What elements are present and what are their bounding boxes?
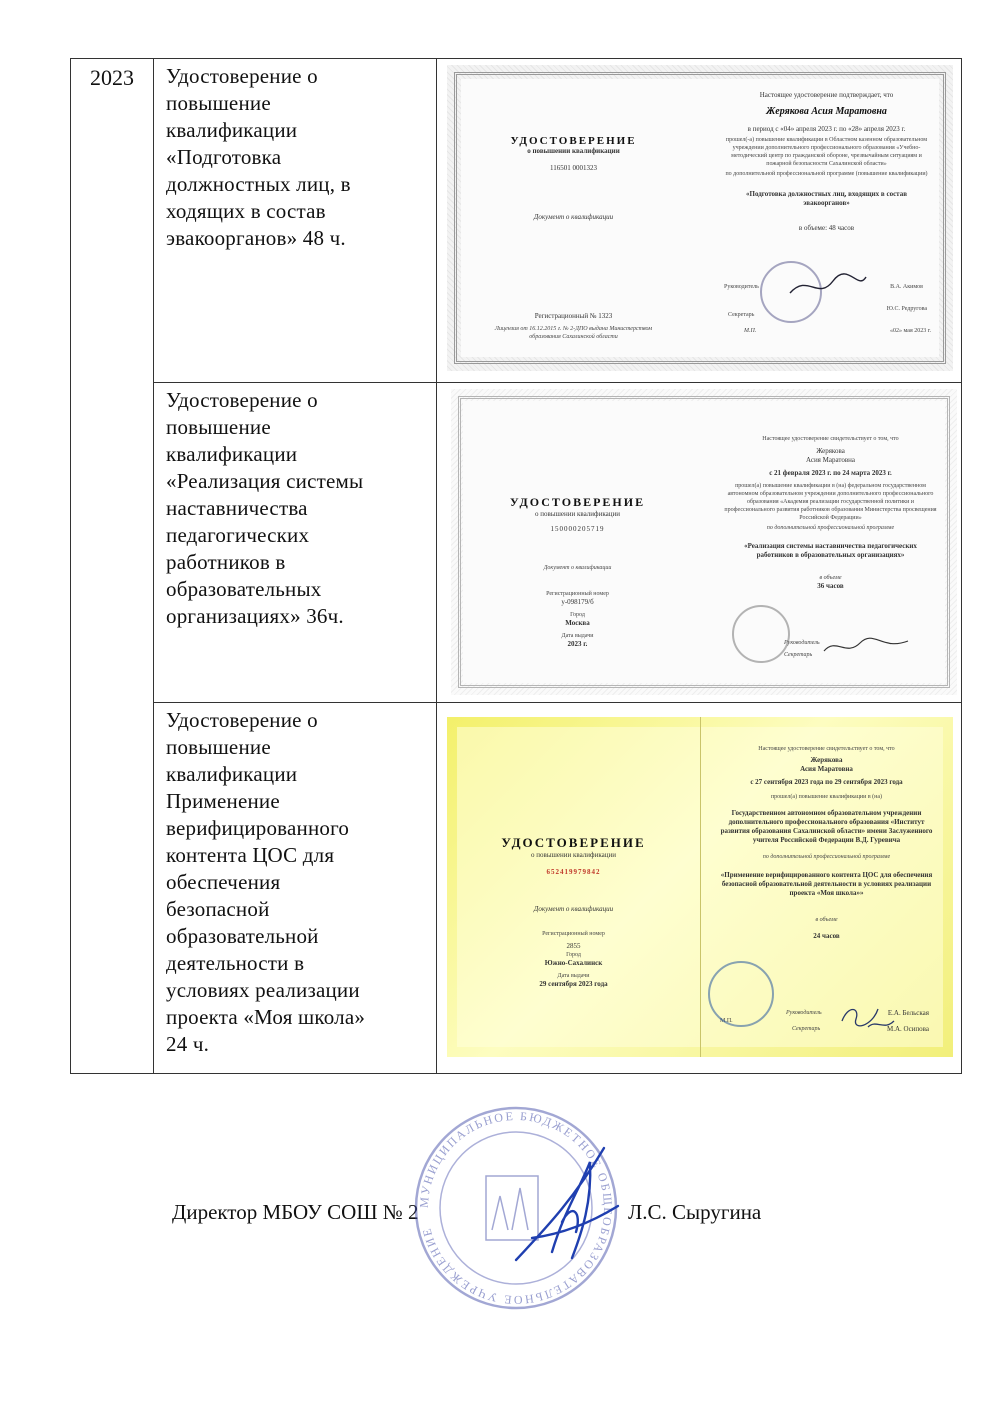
- certificate-volume: в объеме: 48 часов: [798, 224, 855, 232]
- description-line: организациях» 36ч.: [166, 604, 344, 628]
- description-line: Применение: [166, 789, 280, 813]
- certificate-left-page: [447, 65, 700, 371]
- certificate-reg-label: Регистрационный номер: [546, 591, 609, 597]
- certificate-license: Лицензия от 16.12.2015 г. № 2-ДПО выдана Министерством образования Сахалинской области: [494, 326, 653, 340]
- certificate-city-label: Город: [570, 612, 585, 618]
- certificate-volume-label: в объеме: [819, 575, 842, 581]
- certificate-head-label: Руководитель: [784, 640, 820, 646]
- certificate-right-page: [700, 717, 953, 1057]
- certificate-subtitle: о повышении квалификации: [535, 510, 620, 518]
- stamp-icon: [732, 605, 790, 663]
- certificate-program-intro: по дополнительной профессиональной программе (повышение квалификации): [725, 171, 928, 177]
- certificate-period: с 27 сентября 2023 года по 29 сентября 2023 года: [750, 778, 903, 786]
- certificate-volume: 36 часов: [817, 582, 844, 590]
- certificate-volume: 24 часов: [813, 932, 840, 940]
- description-line: Удостоверение о: [166, 64, 318, 88]
- certificate-reg-label: Регистрационный номер: [542, 931, 605, 937]
- certificate-program-intro: по дополнительной профессиональной программе: [766, 525, 895, 531]
- certificate-organization: прошел(-а) повышение квалификации в Областном казенном образовательном учреждении дополнительного профессионального образования «Учебно-методический центр по гражданской обороне, чрезвычайным ситуациям и пожарной безопасности Сахалинской области»: [725, 137, 928, 167]
- description-cell: [154, 703, 437, 1074]
- certificate-image-cell: [437, 59, 962, 383]
- certificate-organization: Государственном автономном образовательном учреждении дополнительного профессионального образования «Институт развития образования Сахалинской области» имени Заслуженного учителя Российской Федерации В.Д. Гуревича: [720, 809, 933, 844]
- signature-icon: [822, 633, 912, 659]
- stamp-icon: [708, 961, 774, 1027]
- certificate-city-label: Город: [566, 952, 581, 958]
- description-line: условиях реализации: [166, 978, 360, 1002]
- certificate-subtitle: о повышении квалификации: [531, 851, 616, 859]
- certificate-reg-number: Регистрационный № 1323: [534, 312, 613, 320]
- description-line: эвакоорганов» 48 ч.: [166, 226, 346, 250]
- certificate-secretary-label: Секретарь: [784, 652, 813, 658]
- year-cell: [71, 59, 154, 1074]
- signature-icon: [838, 1001, 898, 1035]
- director-position: Директор МБОУ СОШ № 2: [172, 1200, 419, 1224]
- description-line: наставничества: [166, 496, 308, 520]
- description-line: квалификации: [166, 762, 298, 786]
- description-line: образовательной: [166, 924, 319, 948]
- description-line: педагогических: [166, 523, 310, 547]
- certificate-holder-name: Жерякова Асия Маратовна: [766, 106, 887, 117]
- certificate-head-label: Руководитель: [786, 1010, 822, 1016]
- description-line: «Подготовка: [166, 145, 282, 169]
- table-row: [71, 703, 962, 1074]
- description-line: повышение: [166, 91, 271, 115]
- certificate-program-intro: по дополнительной профессиональной программе: [762, 854, 891, 860]
- certificate-city: Москва: [565, 619, 590, 627]
- description-line: контента ЦОС для: [166, 843, 335, 867]
- certificate-confirm: Настоящее удостоверение подтверждает, что: [759, 91, 894, 99]
- certificate-organization: прошел(а) повышение квалификации в (на) федеральном государственном автономном образовательном учреждении дополнительного профессионального образования «Академия реализации государственной политики и профессионального развития работников образования Министерства просвещения Российской Федерации»: [724, 483, 937, 521]
- certificate-holder-name: Асия Маратовна: [800, 765, 853, 773]
- description-line: должностных лиц, в: [166, 172, 351, 196]
- certificate-left-page: [451, 389, 704, 695]
- certificate-subtitle: о повышении квалификации: [527, 147, 620, 155]
- description-line: обеспечения: [166, 870, 281, 894]
- certificate-image-cell: [437, 383, 962, 703]
- certificate-period: в период с «04» апреля 2023 г. по «28» апреля 2023 г.: [747, 125, 906, 133]
- certificate-scan-3: [447, 717, 953, 1057]
- certificate-reg-number: 2855: [566, 942, 581, 950]
- certificate-date: 29 сентября 2023 года: [539, 980, 608, 988]
- certificate-period: с 21 февраля 2023 г. по 24 марта 2023 г.: [769, 469, 892, 477]
- director-signature-icon: [512, 1142, 622, 1272]
- description-line: повышение: [166, 415, 271, 439]
- stamp-text: МУНИЦИПАЛЬНОЕ БЮДЖЕТНОЕ ОБЩЕОБРАЗОВАТЕЛЬНОЕ УЧРЕЖДЕНИЕ: [416, 1108, 616, 1308]
- qualification-table: [70, 58, 962, 1074]
- certificate-date-label: Дата выдачи: [561, 633, 594, 639]
- description-line: безопасной: [166, 897, 270, 921]
- certificate-volume-label: в объеме: [815, 917, 838, 923]
- description-line: Удостоверение о: [166, 388, 318, 412]
- certificate-program: «Подготовка должностных лиц, входящих в состав эвакоорганов»: [746, 190, 907, 207]
- certificate-head-label: Руководитель: [724, 284, 759, 290]
- certificate-city: Южно-Сахалинск: [544, 959, 603, 967]
- certificate-date: 2023 г.: [567, 640, 588, 648]
- certificate-scan-1: [447, 65, 953, 371]
- certificate-confirm: Настоящее удостоверение свидетельствует о том, что: [762, 436, 899, 442]
- certificate-scan-2: [451, 389, 957, 695]
- description-line: 24 ч.: [166, 1032, 210, 1056]
- description-line: ходящих в состав: [166, 199, 326, 223]
- description-line: «Реализация системы: [166, 469, 364, 493]
- certificate-holder-surname: Жерякова: [816, 447, 845, 455]
- certificate-doc-type: Документ о квалификации: [543, 565, 612, 571]
- description-line: квалификации: [166, 442, 298, 466]
- certificate-head-name: Е.А. Бельская: [887, 1009, 929, 1017]
- certificate-number: 116501 0001323: [550, 164, 597, 172]
- certificate-number: 652419979842: [546, 868, 601, 876]
- certificate-secretary-name: Ю.С. Редругова: [886, 306, 927, 312]
- certificate-reg-number: у-098179/б: [561, 598, 594, 606]
- certificate-secretary-label: Секретарь: [792, 1026, 821, 1032]
- signature-icon: [788, 271, 868, 301]
- certificate-head-name: В.А. Акимов: [890, 284, 923, 290]
- description-line: работников в: [166, 550, 286, 574]
- description-line: верифицированного: [166, 816, 350, 840]
- description-line: квалификации: [166, 118, 298, 142]
- description-cell: [154, 59, 437, 383]
- certificate-mp: М.П.: [720, 1018, 733, 1024]
- director-name: Л.С. Сыругина: [628, 1200, 762, 1224]
- certificate-mp: М.П.: [744, 328, 757, 334]
- table-row: [71, 59, 962, 383]
- description-line: деятельности в: [166, 951, 305, 975]
- certificate-date: «02» мая 2023 г.: [890, 328, 931, 334]
- certificate-org-intro: прошел(а) повышение квалификации в (на): [770, 794, 883, 800]
- certificate-left-page: [447, 717, 701, 1057]
- certificate-title: УДОСТОВЕРЕНИЕ: [510, 135, 637, 147]
- certificate-secretary-name: М.А. Осипова: [886, 1025, 929, 1033]
- description-line: повышение: [166, 735, 271, 759]
- certificate-doc-type: Документ о квалификации: [533, 213, 614, 221]
- description-line: проекта «Моя школа»: [166, 1005, 366, 1029]
- certificate-date-label: Дата выдачи: [557, 973, 590, 979]
- certificate-program: «Применение верифицированного контента ЦОС для обеспечения безопасной образовательной деятельности в условиях реализации проекта «Моя школа»»: [720, 871, 933, 897]
- certificate-title: УДОСТОВЕРЕНИЕ: [509, 495, 646, 509]
- certificate-title: УДОСТОВЕРЕНИЕ: [501, 835, 646, 850]
- certificate-program: «Реализация системы наставничества педагогических работников в образовательных организациях»: [744, 542, 917, 559]
- description-cell: [154, 383, 437, 703]
- year-label: 2023: [90, 65, 134, 90]
- description-line: образовательных: [166, 577, 322, 601]
- certificate-doc-type: Документ о квалификации: [533, 905, 614, 913]
- certificate-number: 150000205719: [550, 525, 605, 533]
- certificate-secretary-label: Секретарь: [728, 312, 755, 318]
- table-row: [71, 383, 962, 703]
- certificate-confirm: Настоящее удостоверение свидетельствует о том, что: [758, 746, 895, 752]
- certificate-right-page: [704, 389, 957, 695]
- certificate-holder-name: Асия Маратовна: [805, 456, 856, 464]
- certificate-image-cell: [437, 703, 962, 1074]
- description-line: Удостоверение о: [166, 708, 318, 732]
- certificate-right-page: [700, 65, 953, 371]
- certificate-holder-surname: Жерякова: [810, 756, 843, 764]
